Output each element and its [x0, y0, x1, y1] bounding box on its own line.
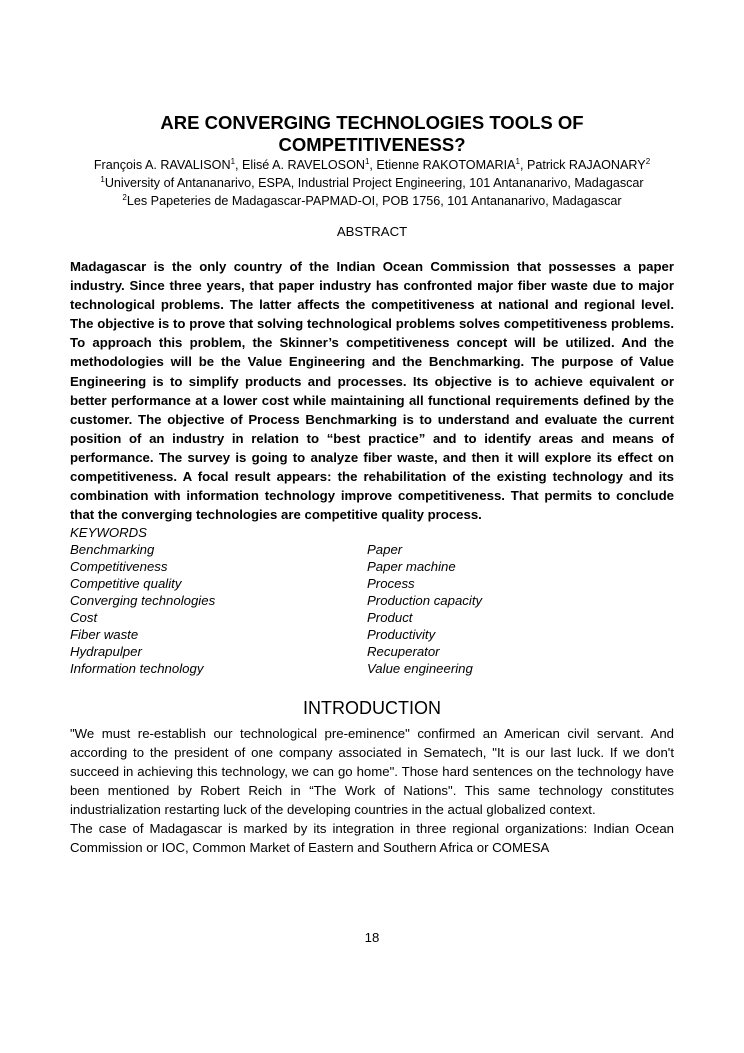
keyword: Hydrapulper — [70, 644, 142, 660]
author-list — [66, 157, 678, 174]
affiliation-mark: 1 — [100, 174, 105, 184]
author-separator: , — [235, 158, 243, 172]
abstract-text: Madagascar is the only country of the Indian Ocean Commission that possesses a paper industry. Since three years, that paper industry has confronted major fiber waste due to major technological problems. The latter affects the competitiveness at national and regional level. The objective is to prove that solving technological problems solves competitiveness problems. To approach this problem, the Skinner’s competitiveness concept will be utilized. And the methodologies will be the Value Engineering and the Benchmarking. The purpose of Value Engineering is to simplify products and processes. Its objective is to achieve equivalent or better performance at a lower cost while maintaining all functional requirements defined by the customer. The objective of Process Benchmarking is to understand and evaluate the current position of an industry in relation to “best practice” and to identify areas and means of performance. The survey is going to analyze fiber waste, and then it will explore its effect on competitiveness. A focal result appears: the rehabilitation of the existing technology and its combination with information technology improve competitiveness. That permits to conclude that the converging technologies are competitive quality process. — [70, 259, 674, 523]
title-line-2: COMPETITIVENESS? — [278, 134, 466, 155]
keyword: Competitiveness — [70, 559, 168, 575]
paragraph: The case of Madagascar is marked by its integration in three regional organizations: Indian Ocean Commission or IOC, Common Market of Eastern and Southern Africa or COMESA — [70, 821, 674, 856]
affiliation-text: Les Papeteries de Madagascar-PAPMAD-OI, POB 1756, 101 Antananarivo, Madagascar — [126, 194, 622, 208]
keyword: Competitive quality — [70, 576, 182, 592]
author-affiliation-mark: 2 — [645, 156, 651, 166]
keyword: Recuperator — [367, 644, 440, 660]
author-separator: , — [369, 158, 377, 172]
affiliation-1 — [70, 174, 674, 192]
keyword: Value engineering — [367, 661, 473, 677]
abstract-heading: ABSTRACT — [336, 224, 408, 239]
keyword: Paper — [367, 542, 403, 558]
author-name: Etienne RAKOTOMARIA — [376, 158, 516, 172]
keyword: Paper machine — [367, 559, 456, 575]
affiliation-2 — [70, 192, 674, 210]
keyword: Fiber waste — [70, 627, 139, 643]
author-name: François A. RAVALISON — [93, 158, 231, 172]
keyword: Information technology — [70, 661, 204, 677]
author-name: Elisé A. RAVELOSON — [242, 158, 365, 172]
paper-title — [70, 112, 674, 156]
keyword: Process — [367, 576, 415, 592]
keyword: Cost — [70, 610, 98, 626]
author-affiliation-mark: 1 — [230, 156, 236, 166]
keyword: Productivity — [367, 627, 436, 643]
affiliation-mark: 2 — [122, 192, 127, 202]
author-name: Patrick RAJAONARY — [526, 158, 646, 172]
keyword: Product — [367, 610, 413, 626]
keyword: Benchmarking — [70, 542, 155, 558]
author-affiliation-mark: 1 — [364, 156, 370, 166]
keywords-heading: KEYWORDS — [70, 525, 147, 541]
paragraph: "We must re-establish our technological pre-eminence" confirmed an American civil servant. And according to the president of one company associated in Sematech, "It is our last luck. If we don't succeed in achieving this technology, we can go home". Those hard sentences on the technology have been mentioned by Robert Reich in “The Work of Nations". This same technology constitutes industrialization restarting luck of the developing countries in the actual globalized context. — [70, 726, 674, 818]
author-affiliation-mark: 1 — [515, 156, 520, 166]
keyword: Production capacity — [367, 593, 483, 609]
author-separator: , — [519, 158, 527, 172]
title-line-1: ARE CONVERGING TECHNOLOGIES TOOLS OF — [160, 112, 584, 133]
keywords-list — [70, 541, 674, 677]
keyword: Converging technologies — [70, 593, 216, 609]
introduction-heading: INTRODUCTION — [303, 698, 441, 719]
introduction-body — [70, 724, 674, 857]
paper-page — [70, 112, 674, 857]
affiliation-text: University of Antananarivo, ESPA, Industrial Project Engineering, 101 Antananarivo, Madagascar — [104, 176, 644, 190]
page-number: 18 — [364, 930, 380, 945]
